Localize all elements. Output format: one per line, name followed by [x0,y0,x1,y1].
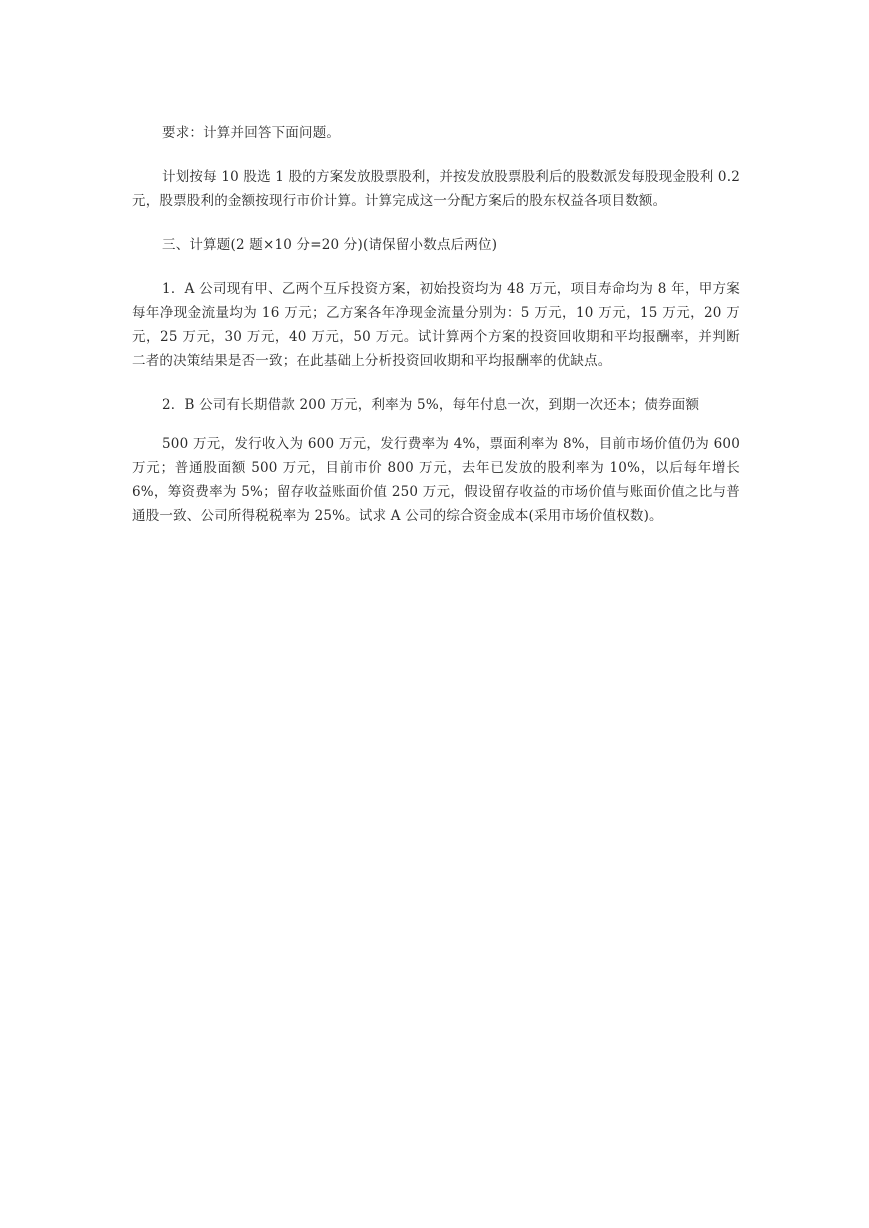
section-heading-calculation: 三、计算题(2 题×10 分=20 分)(请保留小数点后两位) [162,237,498,253]
question-2-intro: 2．B 公司有长期借款 200 万元，利率为 5%，每年付息一次，到期一次还本；债券面额 [162,397,700,413]
dividend-plan-paragraph: 计划按每 10 股选 1 股的方案发放股票股利，并按发放股票股利后的股数派发每股现金股利 0.2 元，股票股利的金额按现行市价计算。计算完成这一分配方案后的股东权益各项目数额。 [132,169,740,209]
question-2-paragraph: 500 万元，发行收入为 600 万元，发行费率为 4%，票面利率为 8%，目前市场价值仍为 600 万元；普通股面额 500 万元，目前市价 800 万元，去年已发放的股利率为 10%，以后每年增长 6%，筹资费率为 5%；留存收益账面价值 250 万元，假设留存收益的市场价值与账面价值之比与普通股一致、公司所得税税率为 25%。试求 A 公司的综合资金成本(采用市场价值权数)。 [132,436,740,524]
question-1-paragraph: 1．A 公司现有甲、乙两个互斥投资方案，初始投资均为 48 万元，项目寿命均为 8 年，甲方案每年净现金流量均为 16 万元；乙方案各年净现金流量分别为：5 万元，10 万元，15 万元，20 万元，25 万元，30 万元，40 万元，50 万元。试计算两个方案的投资回收期和平均报酬率，并判断二者的决策结果是否一致；在此基础上分析投资回收期和平均报酬率的优缺点。 [132,281,740,369]
document-body [132,121,740,528]
requirement-line: 要求：计算并回答下面问题。 [162,125,341,141]
